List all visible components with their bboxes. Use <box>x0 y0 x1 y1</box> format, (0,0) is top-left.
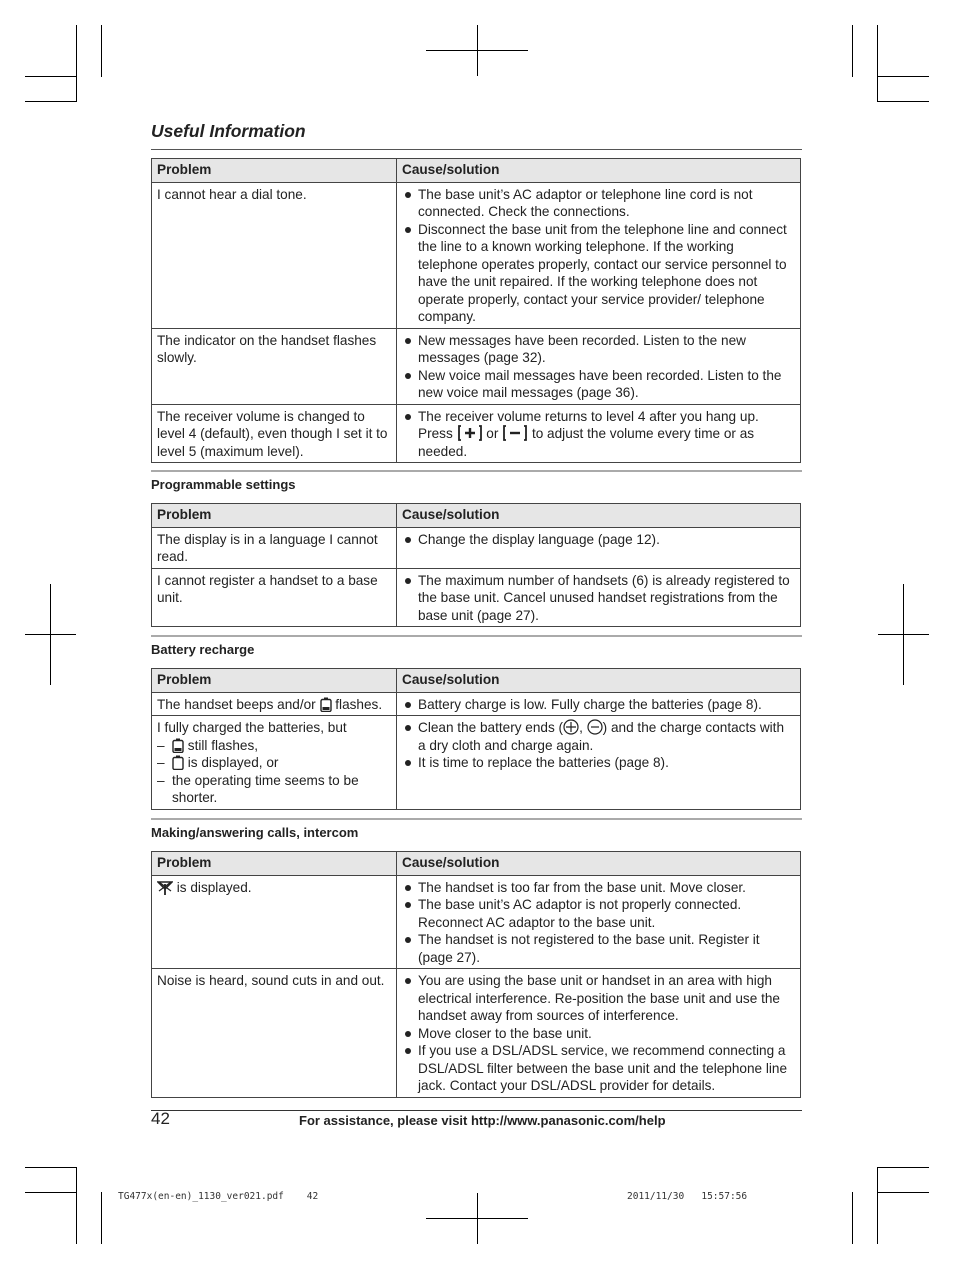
battery-empty-icon <box>172 755 184 770</box>
section-divider <box>151 635 802 637</box>
text-line <box>157 572 391 607</box>
table-row <box>152 692 801 716</box>
item-list <box>157 332 391 367</box>
section-divider <box>151 818 802 820</box>
footer-divider <box>151 1110 802 1111</box>
section-heading: Making/answering calls, intercom <box>151 825 359 840</box>
table-row <box>152 875 801 969</box>
text-line <box>157 972 391 990</box>
text: The receiver volume is changed to level 4 (default), even though I set it to level 5 (maximum level). <box>157 408 388 459</box>
crop-mark <box>878 634 929 635</box>
page-title: Useful Information <box>151 121 306 141</box>
item-list <box>402 879 795 967</box>
bullet-item <box>402 531 795 549</box>
table-row <box>152 568 801 627</box>
crop-mark <box>877 76 929 77</box>
text: The handset is not registered to the base unit. Register it (page 27). <box>418 932 760 965</box>
problem-cell <box>152 527 397 568</box>
problem-cell <box>152 692 397 716</box>
crop-mark <box>25 634 76 635</box>
item-list <box>157 696 391 714</box>
text: to adjust the volume every time or as needed. <box>418 426 755 459</box>
page-number: 42 <box>151 1109 170 1128</box>
assistance-text: For assistance, please visit http://www.panasonic.com/help <box>299 1113 666 1128</box>
battery-low-icon <box>320 697 332 712</box>
item-list <box>402 531 795 549</box>
crop-mark <box>426 1218 528 1219</box>
text: Move closer to the base unit. <box>418 1025 592 1041</box>
bullet-item <box>402 1025 795 1043</box>
item-list <box>157 719 391 807</box>
text-line <box>157 531 391 566</box>
item-list <box>157 531 391 566</box>
item-list <box>157 408 391 461</box>
crop-mark <box>101 25 102 77</box>
text: I fully charged the batteries, but <box>157 720 347 735</box>
table-row <box>152 182 801 328</box>
crop-mark <box>25 1192 77 1193</box>
column-header-problem: Problem <box>152 669 397 693</box>
bullet-item <box>402 572 795 625</box>
crop-mark <box>852 1192 853 1244</box>
item-list <box>157 972 391 990</box>
column-header-problem: Problem <box>152 159 397 183</box>
bullet-item <box>402 332 795 367</box>
text: If you use a DSL/ADSL service, we recommend connecting a DSL/ADSL filter between the base unit and the telephone line jack. Contact your DSL/ADSL provider for details. <box>418 1043 788 1093</box>
text: New voice mail messages have been recorded. Listen to the new voice mail messages (page 36). <box>418 367 782 400</box>
crop-mark <box>25 76 76 77</box>
table-header-row <box>152 669 801 693</box>
cause-cell <box>397 692 801 716</box>
troubleshooting-table <box>151 668 801 810</box>
crop-mark <box>25 101 77 102</box>
text: The base unit’s AC adaptor or telephone line cord is not connected. Check the connections. <box>418 186 753 219</box>
problem-cell <box>152 716 397 810</box>
item-list <box>402 408 795 461</box>
table-row <box>152 404 801 463</box>
troubleshooting-table <box>151 503 801 627</box>
text: Battery charge is low. Fully charge the batteries (page 8). <box>418 696 762 712</box>
item-list <box>157 879 391 897</box>
column-header-cause: Cause/solution <box>397 852 801 876</box>
crop-mark <box>877 1192 929 1193</box>
bullet-item <box>402 221 795 326</box>
minus-circle-icon <box>587 720 603 735</box>
text-line <box>157 719 391 737</box>
item-list <box>402 972 795 1095</box>
bullet-item <box>402 896 795 931</box>
text: You are using the base unit or handset in an area with high electrical interference. Re-position the base unit and use the handset away from sources of interference. <box>418 973 780 1023</box>
problem-cell <box>152 875 397 969</box>
text: is displayed, or <box>184 755 279 770</box>
dash-item <box>157 754 391 772</box>
problem-cell <box>152 328 397 404</box>
item-list <box>157 572 391 607</box>
text: still flashes, <box>184 737 259 753</box>
text: New messages have been recorded. Listen to the new messages (page 32). <box>418 332 746 365</box>
dash-item <box>157 772 391 807</box>
bullet-item <box>402 186 795 221</box>
text-line <box>157 186 391 204</box>
bullet-item <box>402 367 795 402</box>
table-row <box>152 527 801 568</box>
text-line <box>157 332 391 367</box>
cause-cell <box>397 568 801 627</box>
text: ) and the charge contacts with a dry cloth and charge again. <box>418 720 785 753</box>
bullet-item <box>402 719 795 754</box>
text: Disconnect the base unit from the telephone line and connect the line to a known working telephone. If the working telephone operates properly, contact our service personnel to have the unit repaired. If the working telephone does not operate properly, contact your service provider/ telephone company. <box>418 221 787 324</box>
crop-mark <box>852 25 853 77</box>
crop-mark <box>76 25 77 102</box>
bullet-item <box>402 696 795 714</box>
text: The receiver volume returns to level 4 after you hang up. Press <box>418 408 759 441</box>
text: flashes. <box>331 696 383 712</box>
table-header-row <box>152 159 801 183</box>
bullet-item <box>402 931 795 966</box>
cause-cell <box>397 404 801 463</box>
bullet-item <box>402 754 795 772</box>
text: The handset beeps and/or <box>157 696 320 712</box>
plus-key-icon <box>457 426 483 441</box>
cause-cell <box>397 527 801 568</box>
battery-low-icon <box>172 738 184 753</box>
text: The display is in a language I cannot read. <box>157 531 378 564</box>
problem-cell <box>152 568 397 627</box>
problem-cell <box>152 182 397 328</box>
text: It is time to replace the batteries (page 8). <box>418 755 669 770</box>
table-row <box>152 716 801 810</box>
column-header-problem: Problem <box>152 852 397 876</box>
item-list <box>157 186 391 204</box>
column-header-cause: Cause/solution <box>397 159 801 183</box>
text-line <box>157 696 391 714</box>
text: Clean the battery ends ( <box>418 720 564 735</box>
text: The indicator on the handset flashes slowly. <box>157 332 377 365</box>
cause-cell <box>397 328 801 404</box>
crop-mark <box>426 50 528 51</box>
crop-mark <box>101 1192 102 1244</box>
text: the operating time seems to be shorter. <box>172 772 359 805</box>
crop-mark <box>76 1167 77 1244</box>
crop-mark <box>877 101 929 102</box>
text: The maximum number of handsets (6) is already registered to the base unit. Cancel unused handset registrations from the base unit (page 27). <box>418 572 790 623</box>
timestamp: 2011/11/30 15:57:56 <box>627 1191 748 1202</box>
item-list <box>402 572 795 625</box>
no-signal-icon <box>157 880 173 895</box>
crop-mark <box>877 1167 929 1168</box>
item-list <box>402 186 795 326</box>
section-heading: Programmable settings <box>151 477 296 492</box>
minus-key-icon <box>502 426 528 441</box>
table-header-row <box>152 852 801 876</box>
text: The handset is too far from the base unit. Move closer. <box>418 879 746 895</box>
cause-cell <box>397 875 801 969</box>
bullet-item <box>402 408 795 461</box>
troubleshooting-table <box>151 158 801 463</box>
text: is displayed. <box>173 879 252 895</box>
text-line <box>157 879 391 897</box>
text: The base unit’s AC adaptor is not properly connected. Reconnect AC adaptor to the base unit. <box>418 897 742 930</box>
file-name: TG477x(en-en)_1130_ver021.pdf 42 <box>118 1191 319 1202</box>
item-list <box>402 696 795 714</box>
cause-cell <box>397 969 801 1098</box>
table-row <box>152 969 801 1098</box>
cause-cell <box>397 716 801 810</box>
text-line <box>157 408 391 461</box>
table-header-row <box>152 504 801 528</box>
section-heading: Battery recharge <box>151 642 255 657</box>
bullet-item <box>402 1042 795 1095</box>
text: or <box>482 426 503 441</box>
text: I cannot register a handset to a base unit. <box>157 572 378 605</box>
bullet-item <box>402 879 795 897</box>
crop-mark <box>877 25 878 102</box>
section-divider <box>151 470 802 472</box>
problem-cell <box>152 404 397 463</box>
dash-item <box>157 737 391 755</box>
header-divider <box>151 149 802 150</box>
column-header-problem: Problem <box>152 504 397 528</box>
table-row <box>152 328 801 404</box>
text: , <box>579 720 587 735</box>
problem-cell <box>152 969 397 1098</box>
plus-circle-icon <box>563 720 579 735</box>
troubleshooting-table <box>151 851 801 1098</box>
item-list <box>402 719 795 772</box>
crop-mark <box>877 1167 878 1244</box>
text: I cannot hear a dial tone. <box>157 186 307 202</box>
text: Noise is heard, sound cuts in and out. <box>157 973 385 988</box>
column-header-cause: Cause/solution <box>397 669 801 693</box>
column-header-cause: Cause/solution <box>397 504 801 528</box>
bullet-item <box>402 972 795 1025</box>
item-list <box>402 332 795 402</box>
crop-mark <box>25 1167 76 1168</box>
cause-cell <box>397 182 801 328</box>
text: Change the display language (page 12). <box>418 531 660 547</box>
